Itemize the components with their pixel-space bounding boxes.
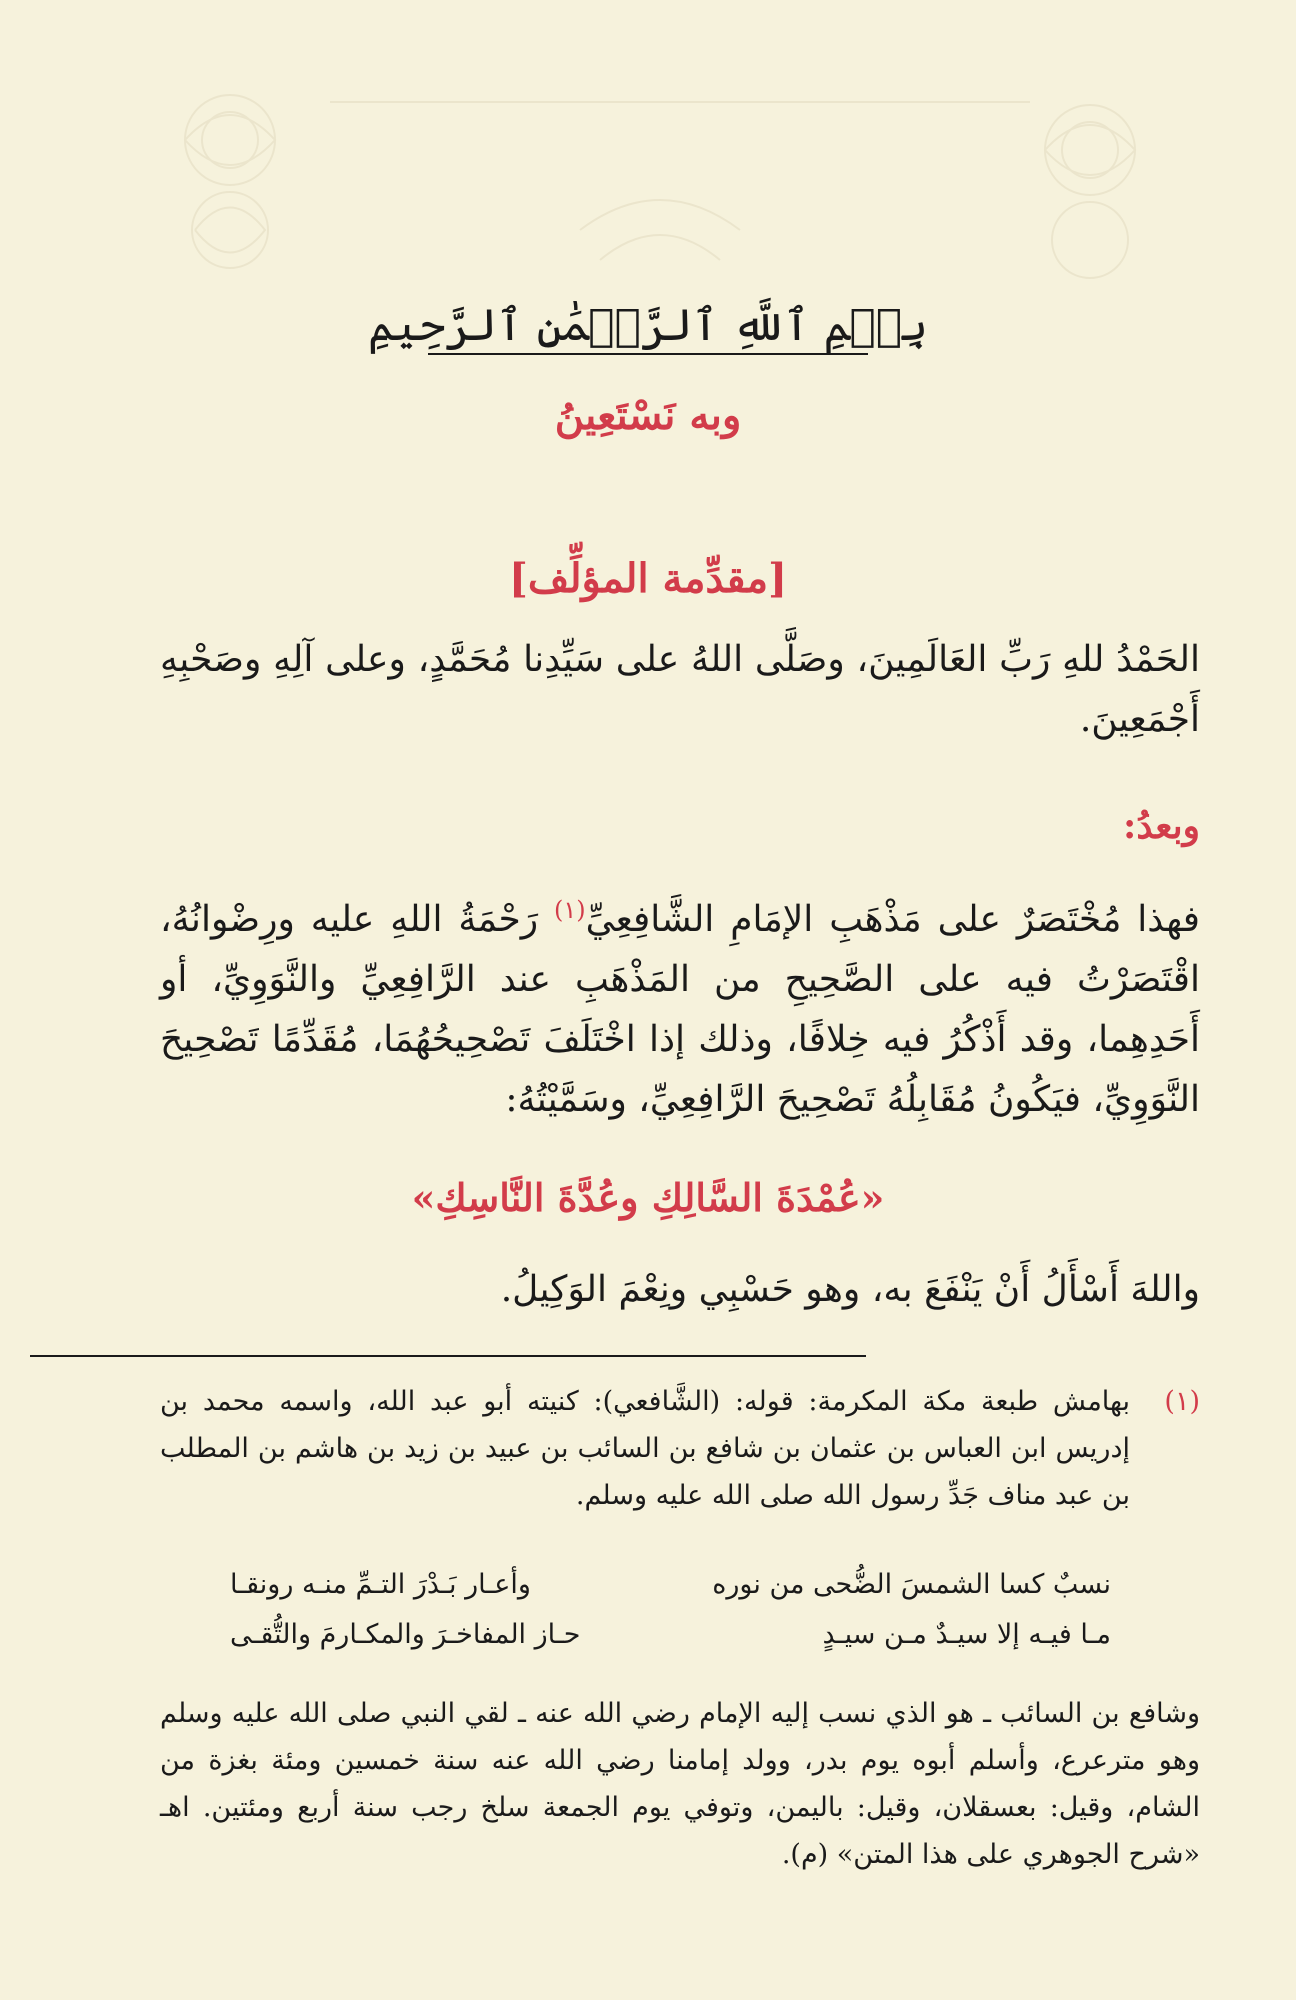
basmala-underline [428, 353, 868, 355]
footnote [160, 1378, 1200, 1519]
poem-hemistich-left: حـاز المفاخـرَ والمكـارمَ والتُّقـى [230, 1619, 581, 1650]
closing-paragraph: واللهَ أَسْأَلُ أَنْ يَنْفَعَ به، وهو حَسْبِي ونِعْمَ الوَكِيلُ. [500, 1269, 1200, 1310]
basmala-text: بِسۡمِ ٱللَّهِ ٱلرَّحۡمَٰنِ ٱلرَّحِيمِ [367, 300, 929, 351]
main-text-before-note: فهذا مُخْتَصَرٌ على مَذْهَبِ الإمَامِ الشَّافِعِيِّ [585, 899, 1201, 940]
book-title: «عُمْدَةَ السَّالِكِ وعُدَّةَ النَّاسِكِ» [411, 1175, 885, 1220]
footnote-text: بهامش طبعة مكة المكرمة: قوله: (الشَّافعي): كنيته أبو عبد الله، واسمه محمد بن إدريس ابن العباس بن عثمان بن شافع بن السائب بن عبيد بن زيد بن هاشم بن المطلب بن عبد مناف جَدِّ رسول الله صلى الله عليه وسلم. [160, 1386, 1130, 1511]
poem-hemistich-left: وأعـار بَـدْرَ التـمِّ منـه رونقـا [230, 1569, 531, 1600]
poem-verse [230, 1560, 1111, 1610]
poem-verse [230, 1610, 1111, 1660]
main-text-after-note: رَحْمَةُ اللهِ عليه ورِضْوانُهُ، اقْتَصَرْتُ فيه على الصَّحِيحِ من المَذْهَبِ عند الرَّافِعِيِّ والنَّوَوِيِّ، أو أَحَدِهِما، وقد أَذْكُرُ فيه خِلافًا، وذلك إذا اخْتَلَفَ تَصْحِيحُهُمَا، مُقَدِّمًا تَصْحِيحَ النَّوَوِيِّ، فيَكُونُ مُقَابِلُهُ تَصْحِيحَ الرَّافِعِيِّ، وسَمَّيْتُهُ: [160, 899, 1200, 1120]
footnote-poem [230, 1560, 1111, 1660]
wabad-label: وبعدُ: [1123, 805, 1200, 847]
footnote-continuation: وشافع بن السائب ـ هو الذي نسب إليه الإمام رضي الله عنه ـ لقي النبي صلى الله عليه وسلم وهو مترعرع، وأسلم أبوه يوم بدر، وولد إمامنا رضي الله عنه سنة خمسين ومئة بغزة من الشام، وقيل: بعسقلان، وقيل: باليمن، وتوفي يوم الجمعة سلخ رجب سنة أربع ومئتين. اهـ «شرح الجوهري على هذا المتن» (م). [160, 1698, 1200, 1870]
basmala [0, 300, 1296, 355]
subtitle: وبه نَسْتَعِينُ [554, 392, 742, 439]
poem-hemistich-right: نسبٌ كسا الشمسَ الضُّحى من نوره [712, 1569, 1111, 1600]
poem-hemistich-right: مـا فيـه إلا سيـدٌ مـن سيـدٍ [822, 1619, 1111, 1650]
main-paragraph [160, 880, 1200, 1130]
footnote-separator [30, 1355, 866, 1357]
section-heading: [مقدِّمة المؤلِّف] [509, 555, 787, 602]
footnote-marker[interactable]: (١) [554, 896, 586, 924]
footnote-number: (١) [1164, 1386, 1200, 1417]
intro-paragraph: الحَمْدُ للهِ رَبِّ العَالَمِينَ، وصَلَّى اللهُ على سَيِّدِنا مُحَمَّدٍ، وعلى آلِهِ وصَحْبِهِ أَجْمَعِينَ. [160, 639, 1200, 740]
